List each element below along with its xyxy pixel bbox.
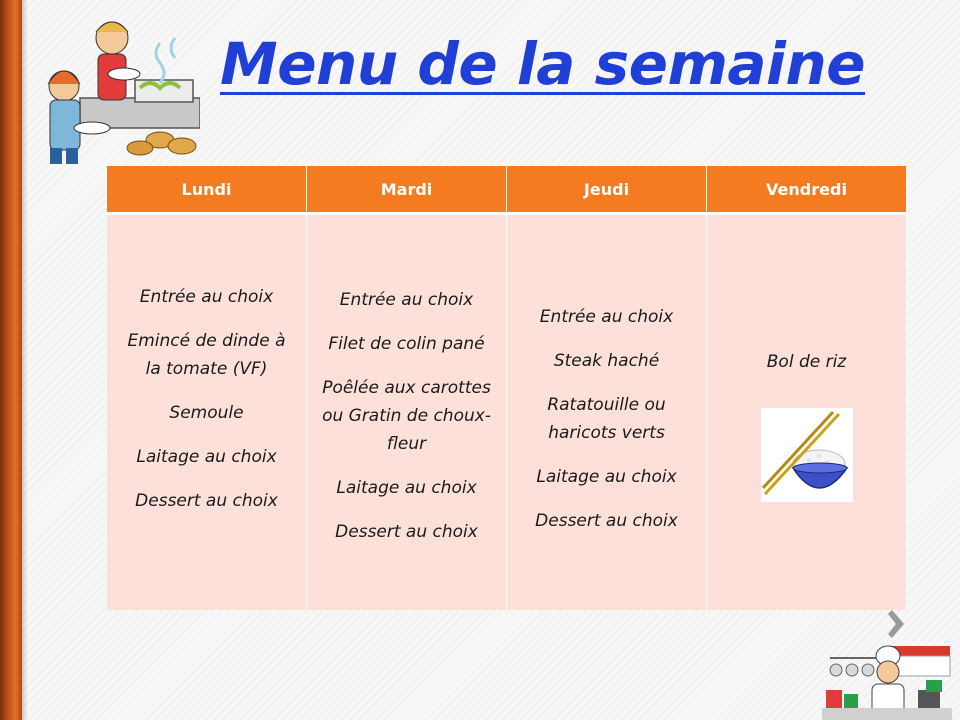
chef-kitchen-icon <box>822 610 952 720</box>
rice-bowl-chopsticks-icon <box>761 408 853 502</box>
day-header-lundi: Lundi <box>107 166 307 214</box>
menu-item: Semoule <box>169 403 244 423</box>
menu-item: Dessert au choix <box>535 511 678 531</box>
menu-row <box>107 214 907 611</box>
menu-items-mardi <box>307 215 506 546</box>
menu-item: Ratatouille ou haricots verts <box>547 395 666 443</box>
menu-item: Laitage au choix <box>336 478 477 498</box>
menu-item: Steak haché <box>553 351 660 371</box>
menu-item: Entrée au choix <box>139 287 274 307</box>
day-cell-mardi <box>307 214 507 611</box>
day-header-jeudi: Jeudi <box>507 166 707 214</box>
page-title: Menu de la semaine <box>220 30 866 98</box>
menu-item: Dessert au choix <box>335 522 478 542</box>
menu-item: Entrée au choix <box>539 307 674 327</box>
menu-item: Dessert au choix <box>135 491 278 511</box>
menu-items-vendredi <box>707 215 906 376</box>
menu-items-jeudi <box>507 215 706 535</box>
day-header-mardi: Mardi <box>307 166 507 214</box>
day-cell-jeudi <box>507 214 707 611</box>
menu-item: Laitage au choix <box>136 447 277 467</box>
menu-table <box>106 166 907 610</box>
left-accent-bar <box>0 0 22 720</box>
menu-items-lundi <box>107 215 306 515</box>
menu-item: Poêlée aux carottes ou Gratin de choux-fleur <box>322 378 491 454</box>
serving-children-icon <box>40 8 200 166</box>
menu-item: Laitage au choix <box>536 467 677 487</box>
menu-item: Bol de riz <box>766 352 847 372</box>
menu-item: Filet de colin pané <box>328 334 485 354</box>
day-cell-lundi <box>107 214 307 611</box>
day-header-vendredi: Vendredi <box>707 166 907 214</box>
day-cell-vendredi <box>707 214 907 611</box>
header-row <box>107 166 907 214</box>
menu-item: Emincé de dinde à la tomate (VF) <box>127 331 286 379</box>
menu-item: Entrée au choix <box>339 290 474 310</box>
